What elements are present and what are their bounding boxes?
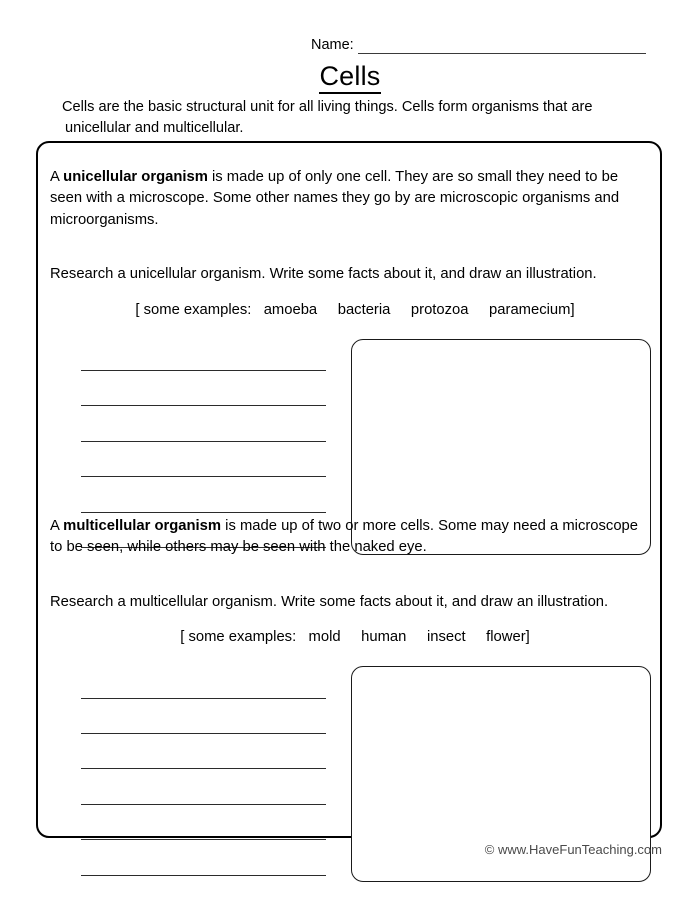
writing-line[interactable] — [81, 663, 326, 698]
definition-body: is made up of only one cell. They are so small they need to be seen with a microscope. Some other names they go by are microscopic organisms and microorganisms. — [50, 168, 620, 228]
examples-multicellular: [ some examples: mold human insect flower] — [180, 629, 530, 646]
definition-prefix: A — [50, 168, 64, 185]
worksheet-frame — [36, 141, 662, 838]
research-prompt-multicellular: Research a multicellular organism. Write some facts about it, and draw an illustration. — [50, 593, 609, 610]
definition-body: is made up of two or more cells. Some may need a microscope to be seen, while others may be seen with the naked eye. — [50, 517, 639, 556]
writing-line[interactable] — [81, 699, 326, 734]
name-input[interactable] — [358, 38, 646, 54]
writing-line[interactable] — [81, 769, 326, 804]
writing-line[interactable] — [81, 442, 326, 477]
definition-prefix: A — [50, 517, 64, 534]
writing-line[interactable] — [81, 805, 326, 840]
writing-line[interactable] — [81, 406, 326, 441]
writing-line[interactable] — [81, 371, 326, 406]
footer-copyright: © www.HaveFunTeaching.com — [484, 842, 662, 857]
name-field-label: Name: — [311, 37, 354, 53]
research-prompt-unicellular: Research a unicellular organism. Write some facts about it, and draw an illustration. — [50, 266, 597, 283]
definition-unicellular — [50, 158, 650, 232]
name-field-row — [311, 37, 646, 54]
definition-multicellular — [50, 507, 650, 559]
writing-line[interactable] — [81, 734, 326, 769]
examples-unicellular: [ some examples: amoeba bacteria protozoa paramecium] — [135, 301, 575, 318]
intro-paragraph — [62, 97, 652, 139]
intro-line-2: unicellular and multicellular. — [65, 120, 244, 136]
page-title-text: Cells — [319, 61, 380, 94]
section-multicellular — [38, 492, 664, 891]
definition-term: multicellular organism — [63, 517, 222, 534]
page-title — [0, 60, 700, 92]
definition-term: unicellular organism — [63, 168, 208, 185]
writing-line[interactable] — [81, 336, 326, 371]
intro-line-1: Cells are the basic structural unit for all living things. Cells form organisms that are — [62, 99, 593, 115]
